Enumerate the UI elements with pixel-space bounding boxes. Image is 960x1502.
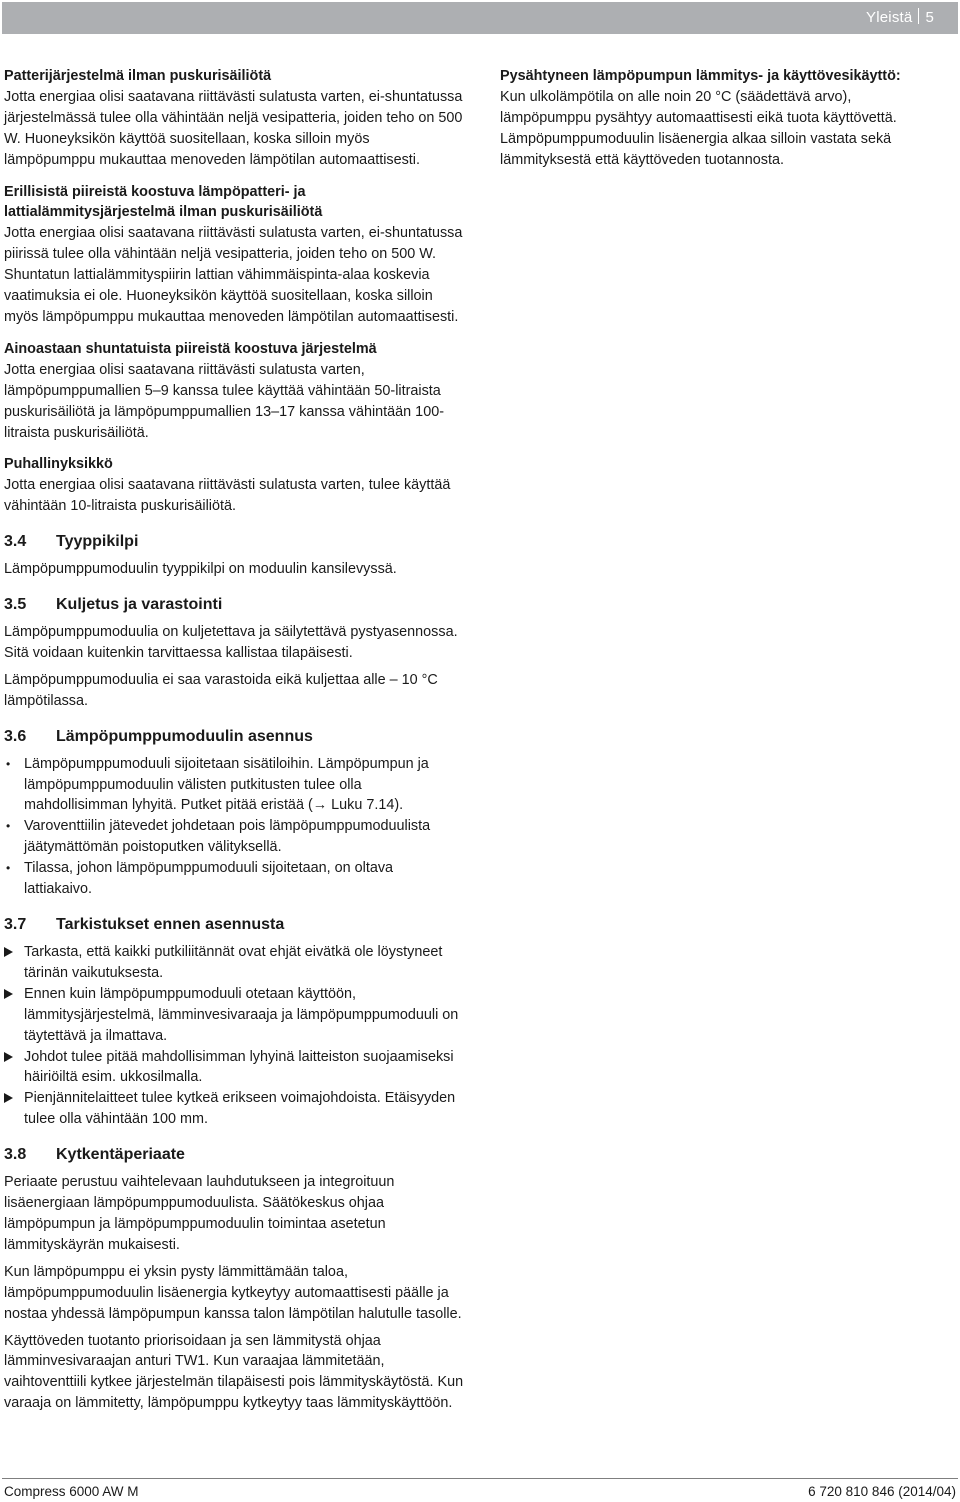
heading-stopped-heatpump: Pysähtyneen lämpöpumpun lämmitys- ja käyttövesikäyttö: <box>500 68 901 84</box>
section-title: Tarkistukset ennen asennusta <box>56 916 285 933</box>
left-column <box>4 66 464 1414</box>
checklist-steps <box>4 942 464 1130</box>
section-number: 3.7 <box>4 916 27 933</box>
bullet-icon: • <box>6 819 11 834</box>
list-item: Johdot tulee pitää mahdollisimman lyhyinä laitteiston suojaamiseksi häiriöiltä esim. ukkosilmalla. <box>4 1047 464 1089</box>
heading-shunted-circuits: Ainoastaan shuntatuista piireistä koostuva järjestelmä <box>4 340 377 357</box>
page-number: 5 <box>925 9 934 26</box>
page-header-bar <box>2 2 958 34</box>
footer-product: Compress 6000 AW M <box>4 1484 139 1499</box>
text-transport-1: Lämpöpumppumoduulia on kuljetettava ja säilytettävä pystyasennossa. Sitä voidaan kuitenkin tarvittaessa kallistaa tilapäisesti. <box>4 624 458 661</box>
section-title: Kuljetus ja varastointi <box>56 596 223 614</box>
bullet-icon: • <box>6 756 11 771</box>
heading-separate-circuits: Erillisistä piireistä koostuva lämpöpatteri- ja lattialämmitysjärjestelmä ilman puskurisäiliötä <box>4 183 323 221</box>
section-3-4-title <box>4 531 464 553</box>
section-3-7-title <box>4 914 464 936</box>
arrow-right-icon <box>4 947 13 957</box>
section-title: Kytkentäperiaate <box>56 1146 185 1164</box>
arrow-right-icon <box>4 989 13 999</box>
section-3-8-title <box>4 1144 464 1166</box>
section-number: 3.6 <box>4 727 27 745</box>
installation-bullets <box>4 754 464 900</box>
text-principle-2: Kun lämpöpumppu ei yksin pysty lämmittämään taloa, lämpöpumppumoduulin lisäenergia kytkeytyy automaattisesti päälle ja nostaa yhdessä lämpöpumpun kanssa talon lämpötilan halutulle tasolle. <box>4 1263 462 1322</box>
list-item: Tarkasta, että kaikki putkiliitännät ovat ehjät eivätkä ole löystyneet tärinän vaikutuksesta. <box>4 942 464 984</box>
footer-doc-number: 6 720 810 846 (2014/04) <box>808 1484 956 1499</box>
footer-divider <box>2 1478 958 1479</box>
text-shunted-circuits: Jotta energiaa olisi saatavana riittävästi sulatusta varten, lämpöpumppumallien 5–9 kanssa tulee käyttää vähintään 50-litraista puskurisäiliötä ja lämpöpumppumallien 13–17 kanssa vähintään 100-litraista puskurisäiliötä. <box>4 361 444 441</box>
section-number: 3.5 <box>4 596 27 614</box>
section-title: Lämpöpumppumoduulin asennus <box>56 727 313 745</box>
section-3-6-title <box>4 726 464 748</box>
section-number: 3.4 <box>4 533 27 551</box>
arrow-right-icon <box>4 1052 13 1062</box>
header-separator <box>918 8 919 24</box>
list-item: Pienjännitelaitteet tulee kytkeä erikseen voimajohdoista. Etäisyyden tulee olla vähintään 100 mm. <box>4 1088 464 1130</box>
bullet-icon: • <box>6 861 11 876</box>
header-section: Yleistä <box>866 9 913 26</box>
right-column <box>500 66 945 171</box>
list-item: • Lämpöpumppumoduuli sijoitetaan sisätiloihin. Lämpöpumpun ja lämpöpumppumoduulin välisten putkitusten tulee olla mahdollisimman lyhyitä. Putket pitää eristää (→ Luku 7.14). <box>6 755 429 814</box>
text-stopped-heatpump: Kun ulkolämpötila on alle noin 20 °C (säädettävä arvo), lämpöpumppu pysähtyy automaattisesti eikä tuota käyttövettä. Lämpöpumppumoduulin lisäenergia alkaa silloin vastata sekä lämmityksestä että käyttöveden tuotannosta. <box>500 88 897 168</box>
text-separate-circuits: Jotta energiaa olisi saatavana riittävästi sulatusta varten, ei-shuntatussa piirissä tulee olla vähintään neljä vesipatteria, joiden teho on 500 W. Shuntatun lattialämmityspiirin lattian vähimmäispinta-alaa koskevia vaatimuksia ei ole. Huoneyksikön käyttöä suositellaan, koska silloin myös lämpöpumppu mukauttaa menoveden lämpötilan automaattisesti. <box>4 225 463 325</box>
text-transport-2: Lämpöpumppumoduulia ei saa varastoida eikä kuljettaa alle – 10 °C lämpötilassa. <box>4 671 438 709</box>
text-fan-unit: Jotta energiaa olisi saatavana riittävästi sulatusta varten, tulee käyttää vähintään 10-litraista puskurisäiliötä. <box>4 477 451 515</box>
list-item: Ennen kuin lämpöpumppumoduuli otetaan käyttöön, lämmitysjärjestelmä, lämminvesivaraaja ja lämpöpumppumoduuli on täytettävä ja ilmattava. <box>4 984 464 1047</box>
list-item: • Varoventtiilin jätevedet johdetaan pois lämpöpumppumoduulista jäätymättömän poistoputken välityksellä. <box>6 818 431 856</box>
section-title: Tyyppikilpi <box>56 533 139 551</box>
arrow-right-icon <box>4 1093 13 1103</box>
page-header <box>866 8 934 26</box>
text-principle-3: Käyttöveden tuotanto priorisoidaan ja sen lämmitystä ohjaa lämminvesivaraajan anturi TW1. Kun varaajaa lämmitetään, vaihtoventtiili kytkee järjestelmän tilapäisesti pois lämmityskäytöstä. Kun varaaja on lämmitetty, lämpöpumppu kytkeytyy taas lämmityskäyttöön. <box>4 1332 464 1412</box>
text-type-plate: Lämpöpumppumoduulin tyyppikilpi on moduulin kansilevyssä. <box>4 561 397 578</box>
section-number: 3.8 <box>4 1146 27 1164</box>
list-item: • Tilassa, johon lämpöpumppumoduuli sijoitetaan, on oltava lattiakaivo. <box>6 860 394 898</box>
text-radiator-system: Jotta energiaa olisi saatavana riittävästi sulatusta varten, ei-shuntatussa järjestelmässä tulee olla vähintään neljä vesipatteria, joiden teho on 500 W. Huoneyksikön käyttöä suositellaan, koska silloin myös lämpöpumppu mukauttaa menoveden lämpötilan automaattisesti. <box>4 88 463 168</box>
text-principle-1: Periaate perustuu vaihtelevaan lauhdutukseen ja integroituun lisäenergiaan lämpöpumppumoduulista. Säätökeskus ohjaa lämpöpumpun ja lämpöpumppumoduulin toimintaa asetetun lämmityskäyrän mukaisesti. <box>4 1174 395 1253</box>
section-3-5-title <box>4 594 464 616</box>
heading-radiator-system: Patterijärjestelmä ilman puskurisäiliötä <box>4 68 272 84</box>
heading-fan-unit: Puhallinyksikkö <box>4 456 113 473</box>
